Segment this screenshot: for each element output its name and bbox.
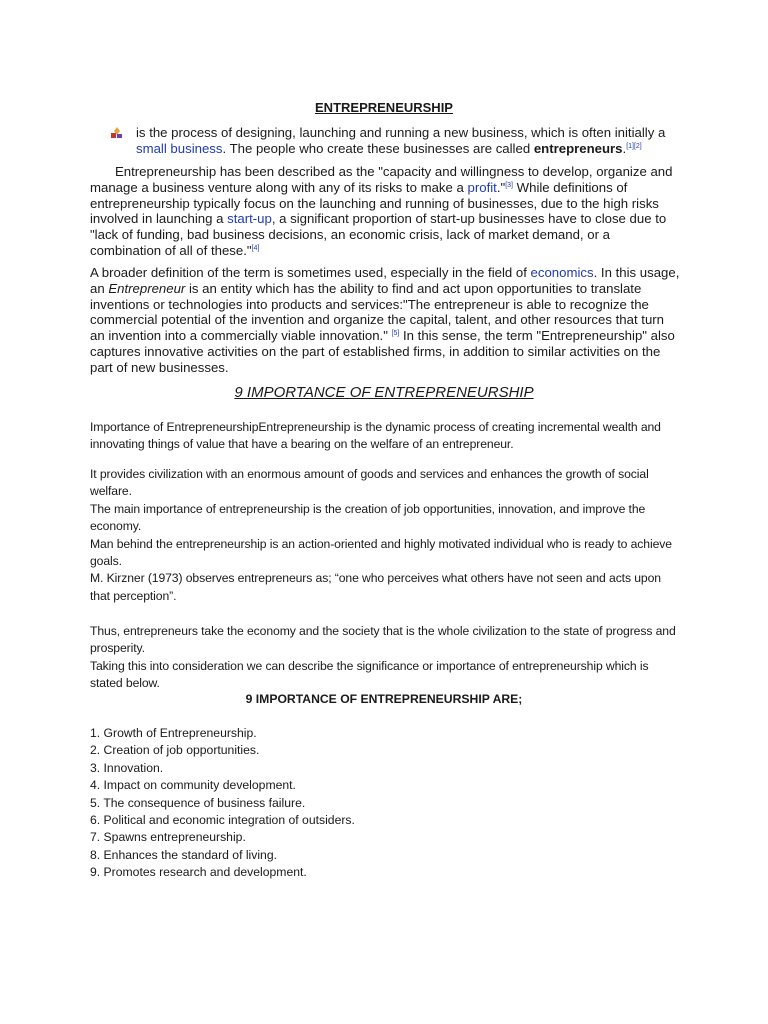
text-run: . — [622, 140, 627, 156]
paragraph-importance-details — [90, 466, 680, 605]
link-economics[interactable]: economics — [530, 265, 594, 280]
text-line: Thus, entrepreneurs take the economy and the society that is the whole civilization to the state of progress and prosperity. — [90, 624, 676, 656]
section-heading: 9 IMPORTANCE OF ENTREPRENEURSHIP — [234, 384, 534, 401]
text-run: is an entity which has the ability to find and act upon opportunities to translate inventions or technologies into products and services:"The entrepreneur is able to recognize the commercial potential of the invention and organize the capital, talent, and other resources that turn an invention into a commercially viable innovation." — [90, 280, 664, 344]
text-line: Taking this into consideration we can describe the significance or importance of entrepreneurship which is stated below. — [90, 658, 649, 691]
text-run: While definitions of entrepreneurship typically focus on the launching and running of businesses, due to the high risks involved in launching a — [90, 179, 659, 227]
list-item: 4. Impact on community development. — [90, 778, 296, 793]
text-run: is the process of designing, launching and running a new business, which is often initially a — [136, 125, 666, 140]
link-start-up[interactable]: start-up — [227, 211, 272, 227]
text-run: In this sense, the term "Entrepreneurship" also captures innovative activities on the part of established firms, in addition to similar activities on the part of new businesses. — [90, 328, 675, 375]
text-run: . In this usage, an — [90, 265, 680, 296]
list-item: 3. Innovation. — [90, 760, 164, 775]
paragraph-conclusion — [90, 623, 680, 693]
list-heading: 9 IMPORTANCE OF ENTREPRENEURSHIP ARE; — [245, 692, 523, 706]
list-item: 2. Creation of job opportunities. — [90, 743, 260, 758]
reference-link[interactable]: [1][2] — [626, 142, 642, 150]
italic-term: Entrepreneur — [108, 280, 186, 296]
list-item: 9. Promotes research and development. — [90, 865, 307, 880]
list-item: 1. Growth of Entrepreneurship. — [90, 726, 257, 740]
text-run: Entrepreneurship has been described as the "capacity and willingness to develop, organize and manage a business venture along with any of its risks to make a — [90, 164, 673, 195]
paragraph-importance-intro: Importance of EntrepreneurshipEntrepreneurship is the dynamic process of creating incremental wealth and innovating things of value that have a bearing on the welfare of an entrepreneur. — [90, 420, 661, 452]
reference-link[interactable]: [4] — [251, 244, 260, 252]
page-title: ENTREPRENEURSHIP — [315, 100, 453, 115]
importance-list — [90, 725, 355, 882]
text-line: The main importance of entrepreneurship is the creation of job opportunities, innovation, and improve the economy. — [90, 501, 646, 534]
text-line: It provides civilization with an enormous amount of goods and services and enhances the growth of social welfare. — [90, 467, 649, 499]
reference-link[interactable]: [3] — [505, 181, 513, 189]
text-line: M. Kirzner (1973) observes entrepreneurs as; “one who perceives what others have not seen and acts upon that perception”. — [90, 571, 661, 603]
paragraph-definition — [90, 164, 680, 259]
list-item: 8. Enhances the standard of living. — [90, 847, 277, 862]
text-run: . The people who create these businesses are called — [222, 140, 534, 156]
link-small-business[interactable]: small business — [136, 140, 223, 156]
text-run: ." — [496, 179, 506, 195]
list-item: 6. Political and economic integration of outsiders. — [90, 813, 355, 828]
list-item: 7. Spawns entrepreneurship. — [90, 830, 246, 845]
link-profit[interactable]: profit — [467, 179, 497, 195]
reference-link[interactable]: [5] — [391, 330, 400, 338]
bold-term: entrepreneurs — [533, 140, 623, 156]
paragraph-broader-definition — [90, 265, 680, 376]
text-line: Man behind the entrepreneurship is an action-oriented and highly motivated individual who is ready to achieve goals. — [90, 536, 672, 569]
diamond-bullet-icon — [110, 126, 124, 140]
list-item: 5. The consequence of business failure. — [90, 795, 306, 810]
text-run: A broader definition of the term is sometimes used, especially in the field of — [90, 265, 531, 280]
intro-bullet-text — [136, 125, 690, 157]
text-run: , a significant proportion of start-up businesses have to close due to "lack of funding, bad business decisions, an economic crisis, lack of market demand, or a combination of all of these." — [90, 211, 667, 258]
intro-bullet — [110, 125, 690, 157]
